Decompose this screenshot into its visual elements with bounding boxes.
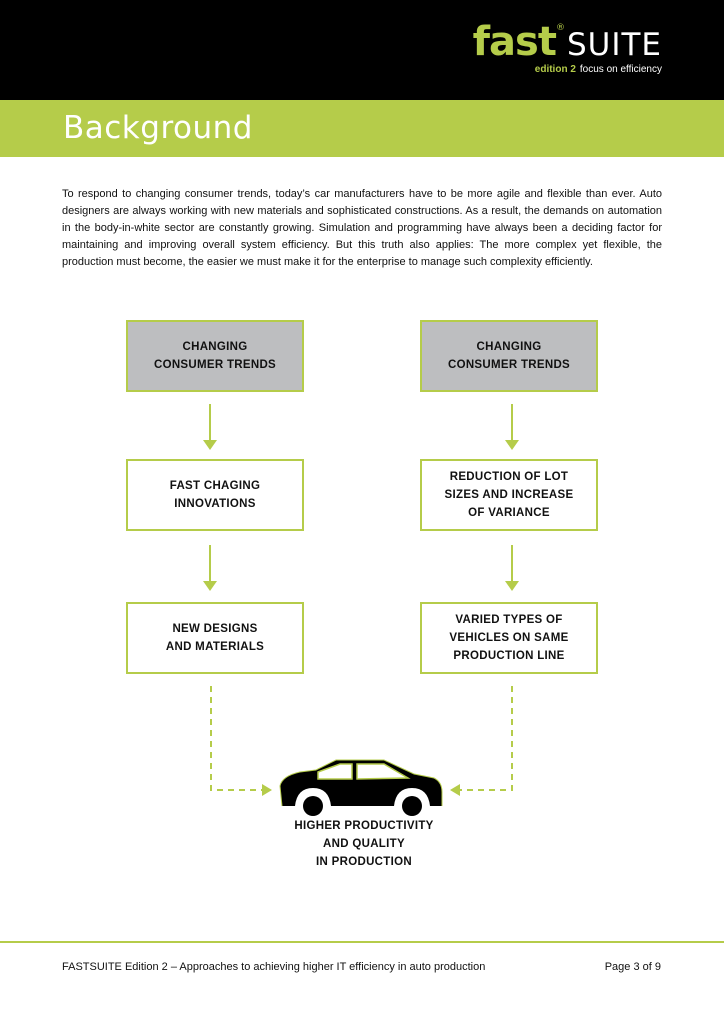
left-arrow-2 [209, 545, 211, 581]
page-number: Page 3 of 9 [604, 961, 661, 973]
logo-edition: edition 2 [534, 64, 576, 75]
car-front-wheel [303, 796, 323, 816]
right-dashed-connector [460, 686, 512, 790]
header-bar [0, 0, 724, 100]
car-front-window [318, 764, 352, 779]
car-rear-window [357, 764, 408, 779]
left-dashed-connector [211, 686, 262, 790]
car-outline [280, 760, 442, 806]
page-title: Background [63, 110, 253, 146]
footer-text: FASTSUITE Edition 2 – Approaches to achieving higher IT efficiency in auto production [62, 961, 486, 973]
car-body [280, 760, 442, 806]
right-box-changing-consumer-trends [420, 320, 598, 392]
box-label: NEW DESIGNS AND MATERIALS [165, 623, 265, 653]
logo-fast: fast [472, 19, 556, 65]
logo-tagline: focus on efficiency [579, 64, 662, 75]
fastsuite-logo [472, 19, 662, 75]
right-arrow-2 [511, 545, 513, 581]
left-box-new-designs [126, 602, 304, 674]
box-label: CHANGING CONSUMER TRENDS [447, 341, 571, 371]
result-label: HIGHER PRODUCTIVITY AND QUALITY IN PRODUCTION [294, 820, 434, 868]
left-connector-arrowhead [262, 784, 272, 796]
car-icon [280, 760, 442, 816]
right-connector-arrowhead [450, 784, 460, 796]
logo-wordmark [472, 19, 662, 65]
logo-registered-mark: ® [555, 23, 565, 33]
box-label: FAST CHAGING INNOVATIONS [169, 480, 261, 510]
right-box-vehicle-types [420, 602, 598, 674]
box-label: VARIED TYPES OF VEHICLES ON SAME PRODUCTION LINE [449, 614, 569, 662]
logo-suite: SUITE [566, 27, 662, 63]
footer-divider [0, 941, 724, 943]
left-arrow-1 [209, 404, 211, 440]
box-label: CHANGING CONSUMER TRENDS [153, 341, 277, 371]
box-label: REDUCTION OF LOT SIZES AND INCREASE OF VARIANCE [444, 471, 574, 519]
right-box-lot-sizes [420, 459, 598, 531]
left-box-changing-consumer-trends [126, 320, 304, 392]
title-bar [0, 100, 724, 157]
left-box-innovations [126, 459, 304, 531]
intro-paragraph: To respond to changing consumer trends, today’s car manufacturers have to be more agile and flexible than ever. Auto designers are always working with new materials and sophisticated constructions. As a result, the demands on automation in the body-in-white sector are constantly growing. Simulation and programming have always been a deciding factor for maintaining and improving overall system efficiency. But this truth also applies: The more complex yet flexible, the production must become, the easier we must make it for the enterprise to manage such complexity efficiently. [62, 188, 662, 268]
right-arrow-1 [511, 404, 513, 440]
logo-subline [473, 64, 662, 75]
car-rear-wheel [402, 796, 422, 816]
